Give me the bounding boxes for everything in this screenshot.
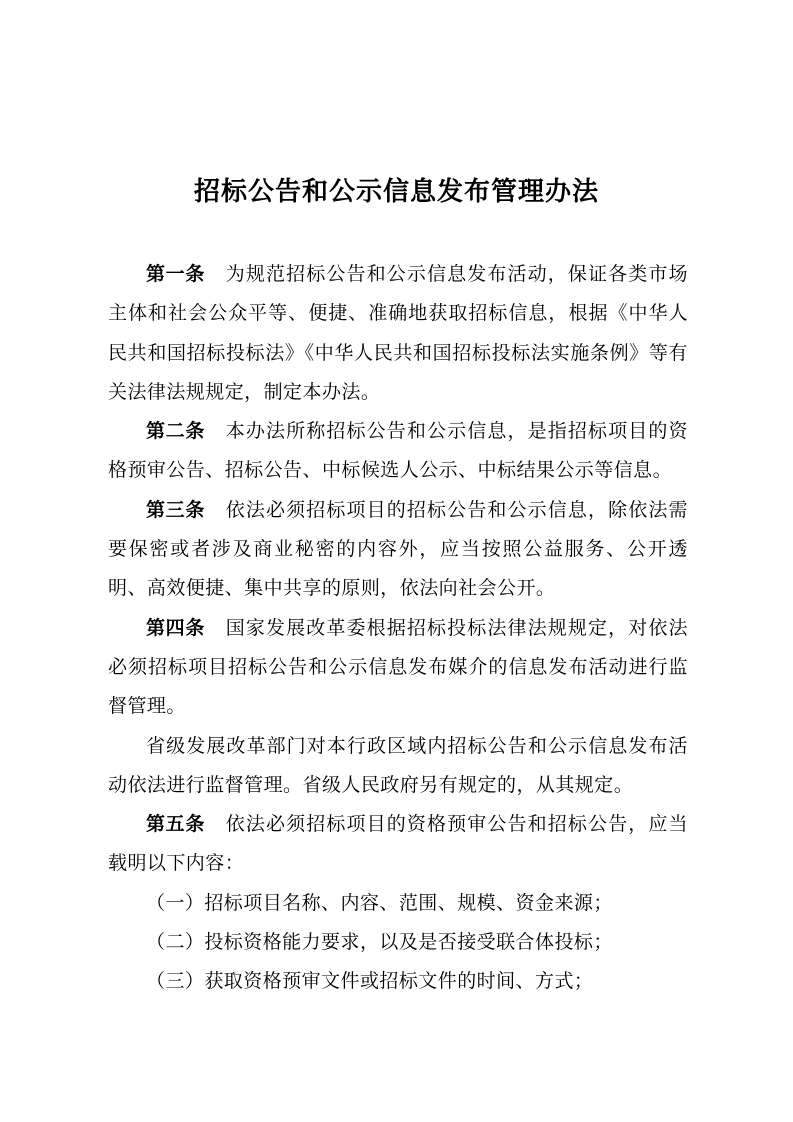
article-2 xyxy=(108,412,688,491)
list-item-text: （三）获取资格预审文件或招标文件的时间、方式； xyxy=(146,970,594,993)
list-item-text: （二）投标资格能力要求，以及是否接受联合体投标； xyxy=(146,931,613,954)
article-label: 第四条 xyxy=(146,616,206,639)
article-3 xyxy=(108,491,688,609)
article-text: 依法必须招标项目的招标公告和公示信息，除依法需要保密或者涉及商业秘密的内容外，应当按照公益服务、公开透明、高效便捷、集中共享的原则，依法向社会公开。 xyxy=(108,498,688,600)
article-text: 为规范招标公告和公示信息发布活动，保证各类市场主体和社会公众平等、便捷、准确地获取招标信息，根据《中华人民共和国招标投标法》《中华人民共和国招标投标法实施条例》等有关法律法规规定，制定本办法。 xyxy=(108,263,688,403)
article-4-paragraph-2 xyxy=(108,727,688,806)
article-label: 第五条 xyxy=(146,813,206,836)
article-text: 本办法所称招标公告和公示信息，是指招标项目的资格预审公告、招标公告、中标候选人公示、中标结果公示等信息。 xyxy=(108,420,688,482)
article-text: 依法必须招标项目的资格预审公告和招标公告，应当载明以下内容： xyxy=(108,813,688,875)
list-item-1 xyxy=(108,884,688,923)
article-label: 第三条 xyxy=(146,498,206,521)
paragraph-text: 省级发展改革部门对本行政区域内招标公告和公示信息发布活动依法进行监督管理。省级人民政府另有规定的，从其规定。 xyxy=(108,734,688,796)
article-label: 第二条 xyxy=(146,420,206,443)
list-item-text: （一）招标项目名称、内容、范围、规模、资金来源； xyxy=(146,891,613,914)
article-label: 第一条 xyxy=(146,263,206,285)
article-4 xyxy=(108,609,688,727)
article-1 xyxy=(108,255,688,412)
list-item-3 xyxy=(108,962,688,1001)
list-item-2 xyxy=(108,923,688,962)
article-text: 国家发展改革委根据招标投标法律法规规定，对依法必须招标项目招标公告和公示信息发布媒介的信息发布活动进行监督管理。 xyxy=(108,616,688,718)
document-body xyxy=(108,255,688,1002)
article-5 xyxy=(108,805,688,884)
document-title: 招标公告和公示信息发布管理办法 xyxy=(193,177,599,207)
